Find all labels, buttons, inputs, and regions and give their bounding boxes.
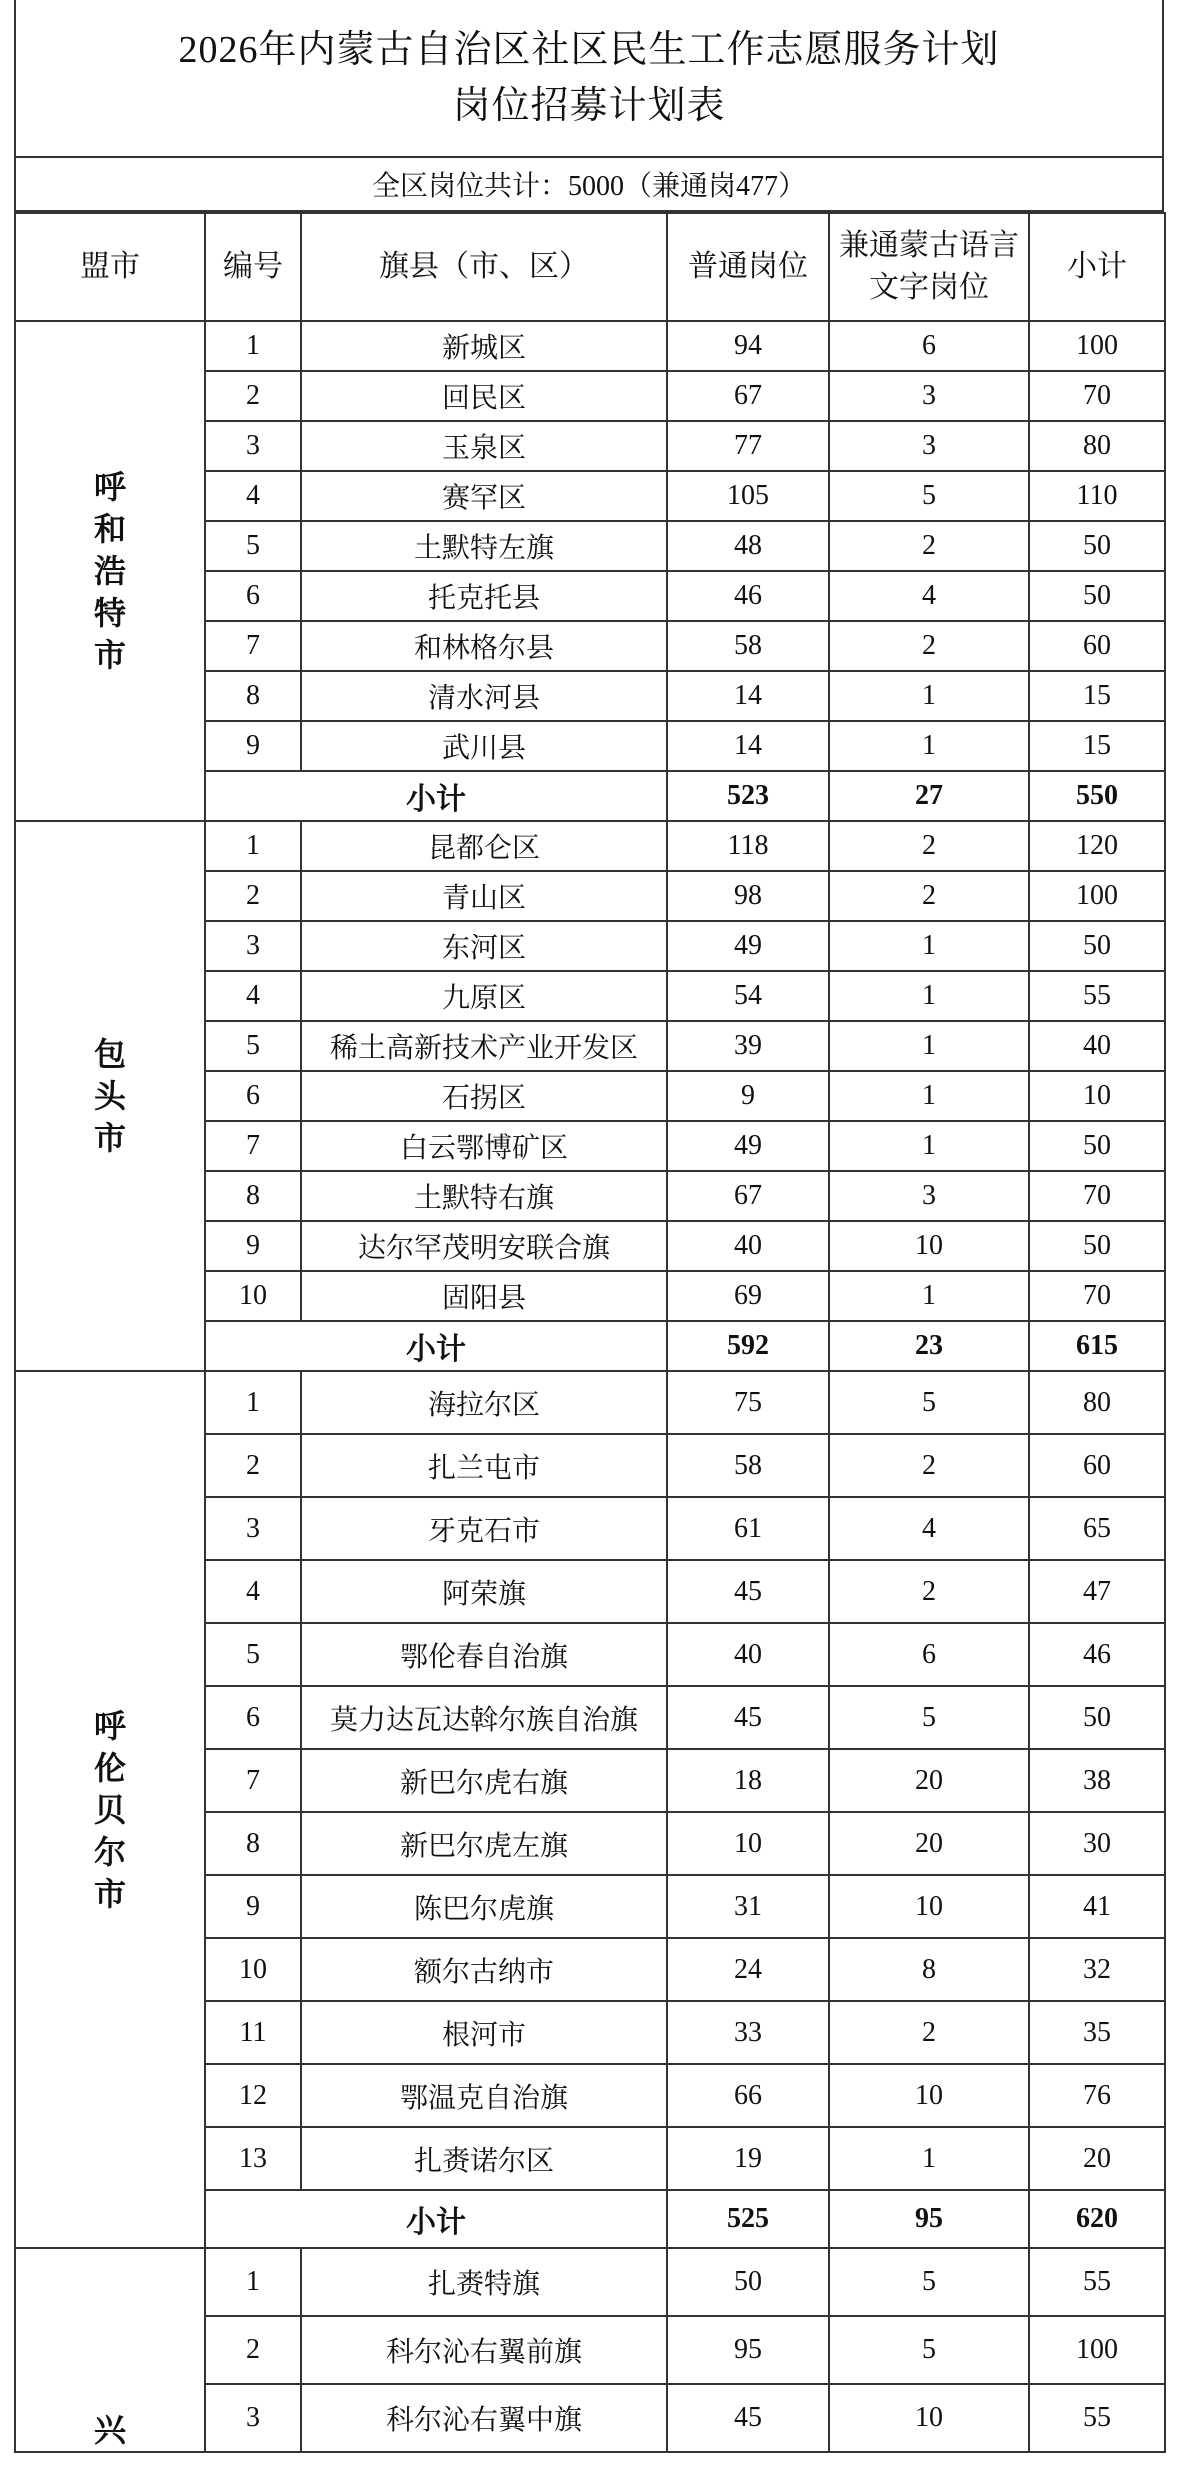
cell-mongolian: 10 xyxy=(829,1221,1029,1271)
cell-county: 稀土高新技术产业开发区 xyxy=(301,1021,667,1071)
cell-county: 扎兰屯市 xyxy=(301,1434,667,1497)
city-name: 包头市 xyxy=(93,1036,126,1156)
subtotal-label: 小计 xyxy=(205,1321,667,1371)
subtotal-label: 小计 xyxy=(205,2190,667,2248)
cell-mongolian: 2 xyxy=(829,521,1029,571)
cell-county: 青山区 xyxy=(301,871,667,921)
cell-mongolian: 10 xyxy=(829,1875,1029,1938)
cell-regular: 45 xyxy=(667,1560,829,1623)
cell-number: 1 xyxy=(205,1371,301,1434)
cell-number: 5 xyxy=(205,1623,301,1686)
cell-mongolian: 2 xyxy=(829,1434,1029,1497)
cell-regular: 46 xyxy=(667,571,829,621)
cell-mongolian: 1 xyxy=(829,971,1029,1021)
cell-county: 达尔罕茂明安联合旗 xyxy=(301,1221,667,1271)
cell-subtotal: 10 xyxy=(1029,1071,1165,1121)
cell-regular: 31 xyxy=(667,1875,829,1938)
cell-subtotal: 47 xyxy=(1029,1560,1165,1623)
header-regular-posts: 普通岗位 xyxy=(667,213,829,321)
cell-mongolian: 1 xyxy=(829,1121,1029,1171)
cell-subtotal: 100 xyxy=(1029,321,1165,371)
city-name-cell xyxy=(15,1371,205,2248)
subtotal-label: 小计 xyxy=(205,771,667,821)
cell-regular: 14 xyxy=(667,721,829,771)
cell-number: 13 xyxy=(205,2127,301,2190)
cell-number: 9 xyxy=(205,721,301,771)
city-name: 兴 xyxy=(93,2412,126,2448)
subtotal-regular: 523 xyxy=(667,771,829,821)
cell-regular: 18 xyxy=(667,1749,829,1812)
header-mongolian-posts xyxy=(829,213,1029,321)
cell-mongolian: 3 xyxy=(829,371,1029,421)
cell-county: 回民区 xyxy=(301,371,667,421)
cell-county: 根河市 xyxy=(301,2001,667,2064)
cell-regular: 9 xyxy=(667,1071,829,1121)
cell-number: 4 xyxy=(205,971,301,1021)
cell-number: 1 xyxy=(205,321,301,371)
cell-county: 鄂温克自治旗 xyxy=(301,2064,667,2127)
cell-county: 石拐区 xyxy=(301,1071,667,1121)
cell-subtotal: 35 xyxy=(1029,2001,1165,2064)
subtotal-mongolian: 95 xyxy=(829,2190,1029,2248)
cell-mongolian: 3 xyxy=(829,421,1029,471)
cell-number: 4 xyxy=(205,1560,301,1623)
cell-county: 新巴尔虎左旗 xyxy=(301,1812,667,1875)
cell-regular: 49 xyxy=(667,1121,829,1171)
total-summary: 全区岗位共计：5000（兼通岗477） xyxy=(14,156,1164,212)
cell-county: 清水河县 xyxy=(301,671,667,721)
table-row xyxy=(15,2248,1165,2316)
cell-subtotal: 100 xyxy=(1029,871,1165,921)
cell-number: 6 xyxy=(205,1071,301,1121)
cell-mongolian: 6 xyxy=(829,1623,1029,1686)
cell-mongolian: 1 xyxy=(829,1071,1029,1121)
cell-subtotal: 70 xyxy=(1029,1271,1165,1321)
cell-subtotal: 80 xyxy=(1029,421,1165,471)
subtotal-mongolian: 27 xyxy=(829,771,1029,821)
cell-number: 11 xyxy=(205,2001,301,2064)
header-mongolian-line-2: 文字岗位 xyxy=(869,271,989,304)
cell-number: 6 xyxy=(205,571,301,621)
cell-number: 5 xyxy=(205,521,301,571)
cell-regular: 69 xyxy=(667,1271,829,1321)
cell-number: 10 xyxy=(205,1271,301,1321)
cell-subtotal: 15 xyxy=(1029,721,1165,771)
cell-mongolian: 10 xyxy=(829,2384,1029,2452)
cell-mongolian: 4 xyxy=(829,1497,1029,1560)
document-frame xyxy=(14,0,1164,2453)
cell-number: 2 xyxy=(205,1434,301,1497)
cell-subtotal: 55 xyxy=(1029,2248,1165,2316)
table-row xyxy=(15,821,1165,871)
cell-mongolian: 5 xyxy=(829,1686,1029,1749)
cell-regular: 33 xyxy=(667,2001,829,2064)
cell-county: 固阳县 xyxy=(301,1271,667,1321)
cell-regular: 67 xyxy=(667,1171,829,1221)
cell-subtotal: 80 xyxy=(1029,1371,1165,1434)
cell-mongolian: 5 xyxy=(829,1371,1029,1434)
cell-regular: 66 xyxy=(667,2064,829,2127)
cell-county: 新城区 xyxy=(301,321,667,371)
cell-mongolian: 2 xyxy=(829,1560,1029,1623)
cell-county: 扎赉特旗 xyxy=(301,2248,667,2316)
cell-number: 7 xyxy=(205,1121,301,1171)
cell-county: 昆都仑区 xyxy=(301,821,667,871)
title-line-2: 岗位招募计划表 xyxy=(452,85,726,127)
cell-county: 科尔沁右翼中旗 xyxy=(301,2384,667,2452)
cell-mongolian: 20 xyxy=(829,1812,1029,1875)
cell-mongolian: 1 xyxy=(829,1271,1029,1321)
cell-mongolian: 5 xyxy=(829,471,1029,521)
cell-regular: 105 xyxy=(667,471,829,521)
header-subtotal: 小计 xyxy=(1029,213,1165,321)
city-name-cell xyxy=(15,821,205,1371)
cell-number: 8 xyxy=(205,671,301,721)
cell-mongolian: 6 xyxy=(829,321,1029,371)
cell-mongolian: 2 xyxy=(829,821,1029,871)
cell-mongolian: 10 xyxy=(829,2064,1029,2127)
header-row xyxy=(15,213,1165,321)
cell-regular: 50 xyxy=(667,2248,829,2316)
subtotal-total: 615 xyxy=(1029,1321,1165,1371)
cell-mongolian: 4 xyxy=(829,571,1029,621)
cell-county: 阿荣旗 xyxy=(301,1560,667,1623)
cell-regular: 118 xyxy=(667,821,829,871)
cell-county: 新巴尔虎右旗 xyxy=(301,1749,667,1812)
cell-mongolian: 1 xyxy=(829,671,1029,721)
header-city: 盟市 xyxy=(15,213,205,321)
cell-subtotal: 46 xyxy=(1029,1623,1165,1686)
cell-subtotal: 30 xyxy=(1029,1812,1165,1875)
cell-regular: 19 xyxy=(667,2127,829,2190)
cell-number: 3 xyxy=(205,921,301,971)
title-block xyxy=(14,0,1164,156)
cell-number: 9 xyxy=(205,1875,301,1938)
cell-subtotal: 60 xyxy=(1029,1434,1165,1497)
cell-regular: 67 xyxy=(667,371,829,421)
cell-mongolian: 3 xyxy=(829,1171,1029,1221)
cell-number: 2 xyxy=(205,871,301,921)
cell-regular: 40 xyxy=(667,1623,829,1686)
subtotal-regular: 525 xyxy=(667,2190,829,2248)
cell-regular: 98 xyxy=(667,871,829,921)
cell-mongolian: 5 xyxy=(829,2316,1029,2384)
city-name: 呼和浩特市 xyxy=(93,469,126,673)
cell-county: 莫力达瓦达斡尔族自治旗 xyxy=(301,1686,667,1749)
cell-subtotal: 50 xyxy=(1029,921,1165,971)
cell-regular: 45 xyxy=(667,1686,829,1749)
cell-regular: 14 xyxy=(667,671,829,721)
cell-number: 4 xyxy=(205,471,301,521)
cell-county: 土默特左旗 xyxy=(301,521,667,571)
cell-subtotal: 20 xyxy=(1029,2127,1165,2190)
cell-regular: 48 xyxy=(667,521,829,571)
table-row xyxy=(15,321,1165,371)
cell-regular: 24 xyxy=(667,1938,829,2001)
cell-subtotal: 100 xyxy=(1029,2316,1165,2384)
cell-subtotal: 60 xyxy=(1029,621,1165,671)
cell-regular: 40 xyxy=(667,1221,829,1271)
subtotal-mongolian: 23 xyxy=(829,1321,1029,1371)
cell-number: 2 xyxy=(205,371,301,421)
city-name: 呼伦贝尔市 xyxy=(93,1707,126,1912)
cell-mongolian: 1 xyxy=(829,1021,1029,1071)
cell-subtotal: 120 xyxy=(1029,821,1165,871)
cell-regular: 61 xyxy=(667,1497,829,1560)
cell-county: 额尔古纳市 xyxy=(301,1938,667,2001)
cell-subtotal: 65 xyxy=(1029,1497,1165,1560)
cell-number: 1 xyxy=(205,2248,301,2316)
cell-regular: 94 xyxy=(667,321,829,371)
cell-number: 8 xyxy=(205,1171,301,1221)
cell-number: 1 xyxy=(205,821,301,871)
table-row xyxy=(15,1371,1165,1434)
title-line-1: 2026年内蒙古自治区社区民生工作志愿服务计划 xyxy=(178,29,1000,71)
cell-number: 10 xyxy=(205,1938,301,2001)
city-name-cell xyxy=(15,2248,205,2452)
cell-number: 12 xyxy=(205,2064,301,2127)
cell-county: 海拉尔区 xyxy=(301,1371,667,1434)
cell-subtotal: 76 xyxy=(1029,2064,1165,2127)
cell-subtotal: 50 xyxy=(1029,1121,1165,1171)
cell-subtotal: 15 xyxy=(1029,671,1165,721)
cell-county: 科尔沁右翼前旗 xyxy=(301,2316,667,2384)
subtotal-regular: 592 xyxy=(667,1321,829,1371)
header-number: 编号 xyxy=(205,213,301,321)
cell-number: 2 xyxy=(205,2316,301,2384)
cell-mongolian: 5 xyxy=(829,2248,1029,2316)
city-name-cell xyxy=(15,321,205,821)
recruitment-table xyxy=(14,212,1166,2453)
cell-subtotal: 70 xyxy=(1029,1171,1165,1221)
subtotal-total: 550 xyxy=(1029,771,1165,821)
cell-number: 5 xyxy=(205,1021,301,1071)
cell-county: 陈巴尔虎旗 xyxy=(301,1875,667,1938)
cell-number: 7 xyxy=(205,621,301,671)
cell-county: 鄂伦春自治旗 xyxy=(301,1623,667,1686)
cell-county: 牙克石市 xyxy=(301,1497,667,1560)
cell-county: 白云鄂博矿区 xyxy=(301,1121,667,1171)
cell-mongolian: 1 xyxy=(829,2127,1029,2190)
cell-regular: 58 xyxy=(667,621,829,671)
cell-subtotal: 38 xyxy=(1029,1749,1165,1812)
cell-subtotal: 40 xyxy=(1029,1021,1165,1071)
cell-number: 8 xyxy=(205,1812,301,1875)
cell-number: 7 xyxy=(205,1749,301,1812)
subtotal-total: 620 xyxy=(1029,2190,1165,2248)
cell-subtotal: 32 xyxy=(1029,1938,1165,2001)
cell-regular: 95 xyxy=(667,2316,829,2384)
cell-number: 3 xyxy=(205,2384,301,2452)
cell-subtotal: 50 xyxy=(1029,1221,1165,1271)
cell-number: 3 xyxy=(205,1497,301,1560)
cell-county: 武川县 xyxy=(301,721,667,771)
cell-subtotal: 50 xyxy=(1029,571,1165,621)
cell-mongolian: 2 xyxy=(829,871,1029,921)
cell-subtotal: 55 xyxy=(1029,2384,1165,2452)
cell-regular: 10 xyxy=(667,1812,829,1875)
cell-regular: 58 xyxy=(667,1434,829,1497)
cell-number: 3 xyxy=(205,421,301,471)
cell-county: 扎赉诺尔区 xyxy=(301,2127,667,2190)
cell-subtotal: 70 xyxy=(1029,371,1165,421)
cell-county: 玉泉区 xyxy=(301,421,667,471)
cell-regular: 75 xyxy=(667,1371,829,1434)
cell-subtotal: 110 xyxy=(1029,471,1165,521)
cell-regular: 77 xyxy=(667,421,829,471)
cell-mongolian: 2 xyxy=(829,2001,1029,2064)
cell-mongolian: 8 xyxy=(829,1938,1029,2001)
cell-county: 土默特右旗 xyxy=(301,1171,667,1221)
cell-mongolian: 2 xyxy=(829,621,1029,671)
cell-subtotal: 50 xyxy=(1029,1686,1165,1749)
cell-mongolian: 1 xyxy=(829,921,1029,971)
cell-county: 和林格尔县 xyxy=(301,621,667,671)
cell-subtotal: 50 xyxy=(1029,521,1165,571)
table-body xyxy=(15,321,1165,2452)
header-mongolian-line-1: 兼通蒙古语言 xyxy=(839,229,1019,262)
cell-county: 九原区 xyxy=(301,971,667,1021)
cell-regular: 39 xyxy=(667,1021,829,1071)
cell-regular: 49 xyxy=(667,921,829,971)
cell-county: 赛罕区 xyxy=(301,471,667,521)
header-county: 旗县（市、区） xyxy=(301,213,667,321)
cell-regular: 45 xyxy=(667,2384,829,2452)
cell-regular: 54 xyxy=(667,971,829,1021)
cell-county: 东河区 xyxy=(301,921,667,971)
cell-number: 9 xyxy=(205,1221,301,1271)
cell-mongolian: 1 xyxy=(829,721,1029,771)
cell-subtotal: 55 xyxy=(1029,971,1165,1021)
cell-subtotal: 41 xyxy=(1029,1875,1165,1938)
cell-county: 托克托县 xyxy=(301,571,667,621)
cell-number: 6 xyxy=(205,1686,301,1749)
cell-mongolian: 20 xyxy=(829,1749,1029,1812)
